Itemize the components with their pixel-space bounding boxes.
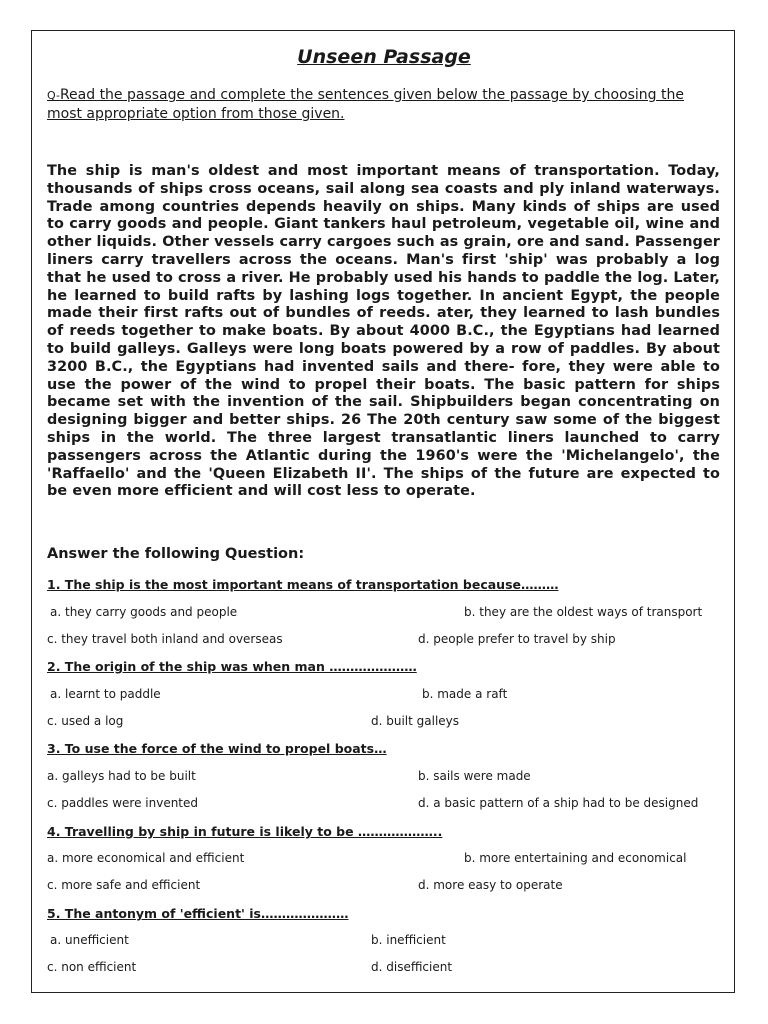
- questions-heading: Answer the following Question:: [47, 546, 305, 562]
- question-2-option-c: c. used a log: [47, 714, 124, 728]
- question-5-option-d: d. disefficient: [371, 960, 453, 974]
- page-title: Unseen Passage: [297, 46, 471, 68]
- question-4-option-c: c. more safe and efficient: [47, 878, 201, 892]
- question-4-option-b: b. more entertaining and economical: [464, 851, 687, 865]
- instruction: [47, 86, 727, 123]
- instruction-prefix: Q-: [47, 89, 60, 102]
- question-1-option-b: b. they are the oldest ways of transport: [464, 605, 703, 619]
- question-1: 1. The ship is the most important means of transportation because………: [47, 577, 559, 592]
- question-4-option-a: a. more economical and efficient: [47, 851, 245, 865]
- question-2-option-d: d. built galleys: [371, 714, 460, 728]
- question-5-option-a: a. unefficient: [50, 933, 129, 947]
- question-3: 3. To use the force of the wind to propel boats…: [47, 741, 387, 756]
- question-5: 5. The antonym of 'efficient' is…………………: [47, 906, 349, 921]
- question-1-option-d: d. people prefer to travel by ship: [418, 632, 616, 646]
- question-5-option-c: c. non efficient: [47, 960, 137, 974]
- question-1-option-a: a. they carry goods and people: [50, 605, 238, 619]
- question-1-option-c: c. they travel both inland and overseas: [47, 632, 283, 646]
- question-3-option-d: d. a basic pattern of a ship had to be designed: [418, 796, 699, 810]
- passage-text: The ship is man's oldest and most important means of transportation. Today, thousands of ships cross oceans, sail along sea coasts and ply inland waterways. Trade among countries depends heavily on ships. Many kinds of ships are used to carry goods and people. Giant tankers haul petroleum, vegetable oil, wine and other liquids. Other vessels carry cargoes such as grain, ore and sand. Passenger liners carry travellers across the oceans. Man's first 'ship' was probably a log that he used to cross a river. He probably used his hands to paddle the log. Later, he learned to build rafts by lashing logs together. In ancient Egypt, the people made their first rafts out of bundles of reeds. ater, they learned to lash bundles of reeds together to make boats. By about 4000 B.C., the Egyptians had learned to build galleys. Galleys were long boats powered by a row of paddles. By about 3200 B.C., the Egyptians had invented sails and there- fore, they were able to use the power of the wind to propel their boats. The basic pattern for ships became set with the invention of the sail. Shipbuilders began concentrating on designing bigger and better ships. 26 The 20th century saw some of the biggest ships in the world. The three largest transatlantic liners launched to carry passengers across the Atlantic during the 1960's were the 'Michelangelo', the 'Raffaello' and the 'Queen Elizabeth II'. The ships of the future are expected to be even more efficient and will cost less to operate.: [47, 163, 720, 500]
- question-3-option-b: b. sails were made: [418, 769, 531, 783]
- question-3-option-c: c. paddles were invented: [47, 796, 199, 810]
- question-5-option-b: b. inefficient: [371, 933, 446, 947]
- question-2: 2. The origin of the ship was when man …………………: [47, 659, 417, 674]
- question-2-option-b: b. made a raft: [422, 687, 508, 701]
- question-4-option-d: d. more easy to operate: [418, 878, 563, 892]
- question-3-option-a: a. galleys had to be built: [47, 769, 196, 783]
- instruction-line-2: most appropriate option from those given.: [47, 106, 345, 122]
- question-4: 4. Travelling by ship in future is likely to be ………………..: [47, 824, 443, 839]
- instruction-line-1: Read the passage and complete the sentences given below the passage by choosing the: [59, 87, 684, 103]
- question-2-option-a: a. learnt to paddle: [50, 687, 161, 701]
